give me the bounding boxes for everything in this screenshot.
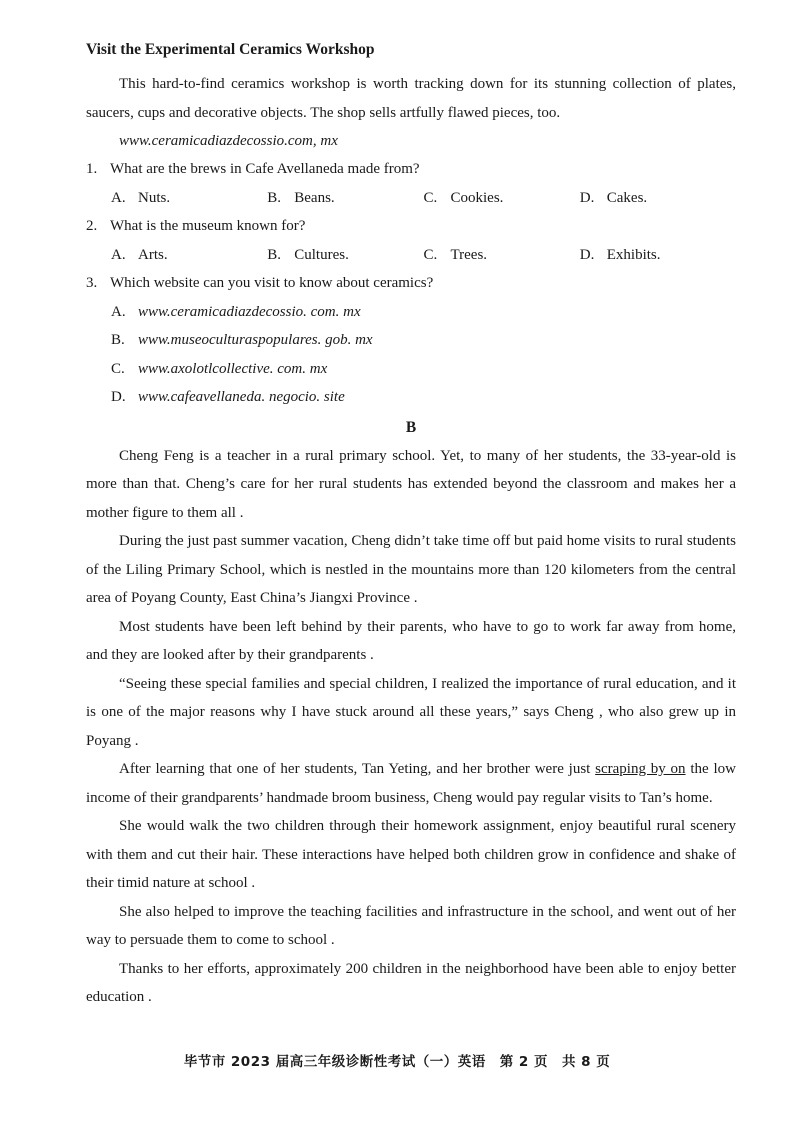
question-1 (86, 155, 736, 212)
workshop-url: www.ceramicadiazdecossio.com, mx (119, 133, 338, 149)
page-content (86, 40, 736, 1012)
passage-paragraph: She would walk the two children through their homework assignment, enjoy beautiful rural scenery with them and cut their hair. These interactions have helped both children grow in confidence and shake of their timid nature at school . (86, 818, 736, 891)
passage-paragraph: “Seeing these special families and special children, I realized the importance of rural education, and it is one of the major reasons why I have stuck around all these years,” says Cheng , who also grew up in Poyang . (86, 675, 736, 749)
option-d: D. Exhibits. (579, 246, 661, 263)
option-c: C. Cookies. (423, 189, 504, 206)
question-text: What is the museum known for? (110, 218, 306, 234)
option-c: C. Trees. (423, 246, 488, 263)
question-number: 3. (86, 275, 98, 291)
question-text: What are the brews in Cafe Avellaneda made from? (110, 161, 420, 177)
option-a: A. www.ceramicadiazdecossio. com. mx (111, 303, 361, 320)
option-b: B. www.museoculturaspopulares. gob. mx (111, 332, 373, 348)
question-text: Which website can you visit to know about ceramics? (110, 275, 434, 291)
passage-paragraph: Most students have been left behind by their parents, who have to go to work far away from home, and they are looked after by their grandparents . (86, 618, 736, 663)
option-a: A. Arts. (111, 246, 168, 263)
option-c: C. www.axolotlcollective. com. mx (111, 360, 328, 377)
passage-paragraph: After learning that one of her students, Tan Yeting, and her brother were just scraping by on the low income of their grandparents’ handmade broom business, Cheng would pay regular visits to Tan’s home. (86, 761, 736, 806)
question-number: 2. (86, 218, 98, 234)
passage-paragraph: She also helped to improve the teaching facilities and infrastructure in the school, and went out of her way to persuade them to come to school . (86, 903, 736, 948)
page-footer: 毕节市 2023 届高三年级诊断性考试（一）英语 第 2 页 共 8 页 (183, 1054, 611, 1070)
option-b: B. Cultures. (267, 246, 349, 263)
question-3 (86, 269, 736, 412)
question-number: 1. (86, 161, 98, 177)
workshop-heading: Visit the Experimental Ceramics Workshop (86, 41, 375, 58)
option-b: B. Beans. (267, 189, 335, 206)
workshop-description: This hard-to-find ceramics workshop is worth tracking down for its stunning collection of plates, saucers, cups and decorative objects. The shop sells artfully flawed pieces, too. (86, 76, 736, 121)
passage-paragraph: Thanks to her efforts, approximately 200 children in the neighborhood have been able to enjoy better education . (86, 960, 736, 1005)
passage-paragraph: Cheng Feng is a teacher in a rural primary school. Yet, to many of her students, the 33-year-old is more than that. Cheng’s care for her rural students has extended beyond the classroom and makes her a mother figure to them all . (86, 447, 736, 521)
option-d: D. www.cafeavellaneda. negocio. site (111, 389, 345, 405)
option-d: D. Cakes. (579, 189, 648, 206)
underlined-phrase: scraping by on (595, 761, 686, 777)
option-a: A. Nuts. (111, 189, 171, 206)
question-2 (86, 212, 736, 269)
section-b-label: B (405, 418, 417, 436)
passage-paragraph: During the just past summer vacation, Cheng didn’t take time off but paid home visits to rural students of the Liling Primary School, which is nestled in the mountains more than 120 kilometers from the central area of Poyang County, East China’s Jiangxi Province . (86, 533, 736, 606)
